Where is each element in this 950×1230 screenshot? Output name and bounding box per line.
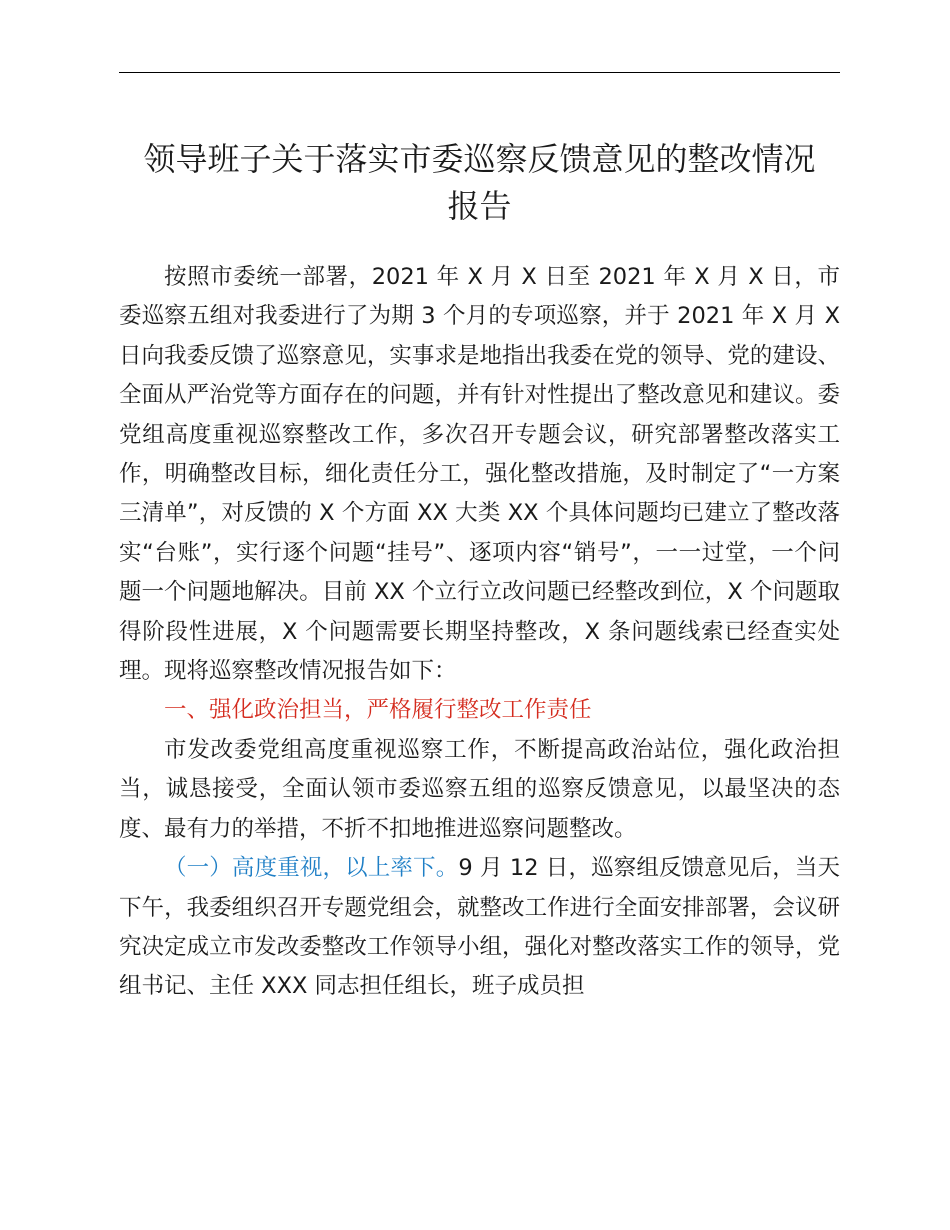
subsection-1-heading: （一）高度重视，以上率下。: [164, 855, 459, 882]
document-body: [119, 258, 840, 1007]
title-line-1: 领导班子关于落实市委巡察反馈意见的整改情况: [143, 140, 816, 178]
title-line-2: 报告: [447, 187, 512, 225]
header-rule: [119, 72, 840, 73]
section-1-heading: 一、强化政治担当，严格履行整改工作责任: [164, 697, 592, 724]
section-1-paragraph: 市发改委党组高度重视巡察工作，不断提高政治站位，强化政治担当，诚恳接受，全面认领市委巡察五组的巡察反馈意见，以最坚决的态度、最有力的举措，不折不扣地推进巡察问题整改。: [119, 736, 840, 842]
document-title: [119, 136, 840, 230]
intro-paragraph: 按照市委统一部署，2021 年 X 月 X 日至 2021 年 X 月 X 日，市委巡察五组对我委进行了为期 3 个月的专项巡察，并于 2021 年 X 月 X 日向我委反馈了巡察意见，实事求是地指出我委在党的领导、党的建设、全面从严治党等方面存在的问题，并有针对性提出了整改意见和建议。委党组高度重视巡察整改工作，多次召开专题会议，研究部署整改落实工作，明确整改目标，细化责任分工，强化整改措施，及时制定了“一方案三清单”，对反馈的 X 个方面 XX 大类 XX 个具体问题均已建立了整改落实“台账”，实行逐个问题“挂号”、逐项内容“销号”，一一过堂，一个问题一个问题地解决。目前 XX 个立行立改问题已经整改到位，X 个问题取得阶段性进展，X 个问题需要长期坚持整改，X 条问题线索已经查实处理。现将巡察整改情况报告如下：: [119, 264, 840, 685]
subsection-1-text: 9 月 12 日，巡察组反馈意见后，当天下午，我委组织召开专题党组会，就整改工作进行全面安排部署，会议研究决定成立市发改委整改工作领导小组，强化对整改落实工作的领导，党组书记、主任 XXX 同志担任组长，班子成员担: [119, 855, 840, 1000]
subsection-1-paragraph: [119, 849, 840, 1007]
